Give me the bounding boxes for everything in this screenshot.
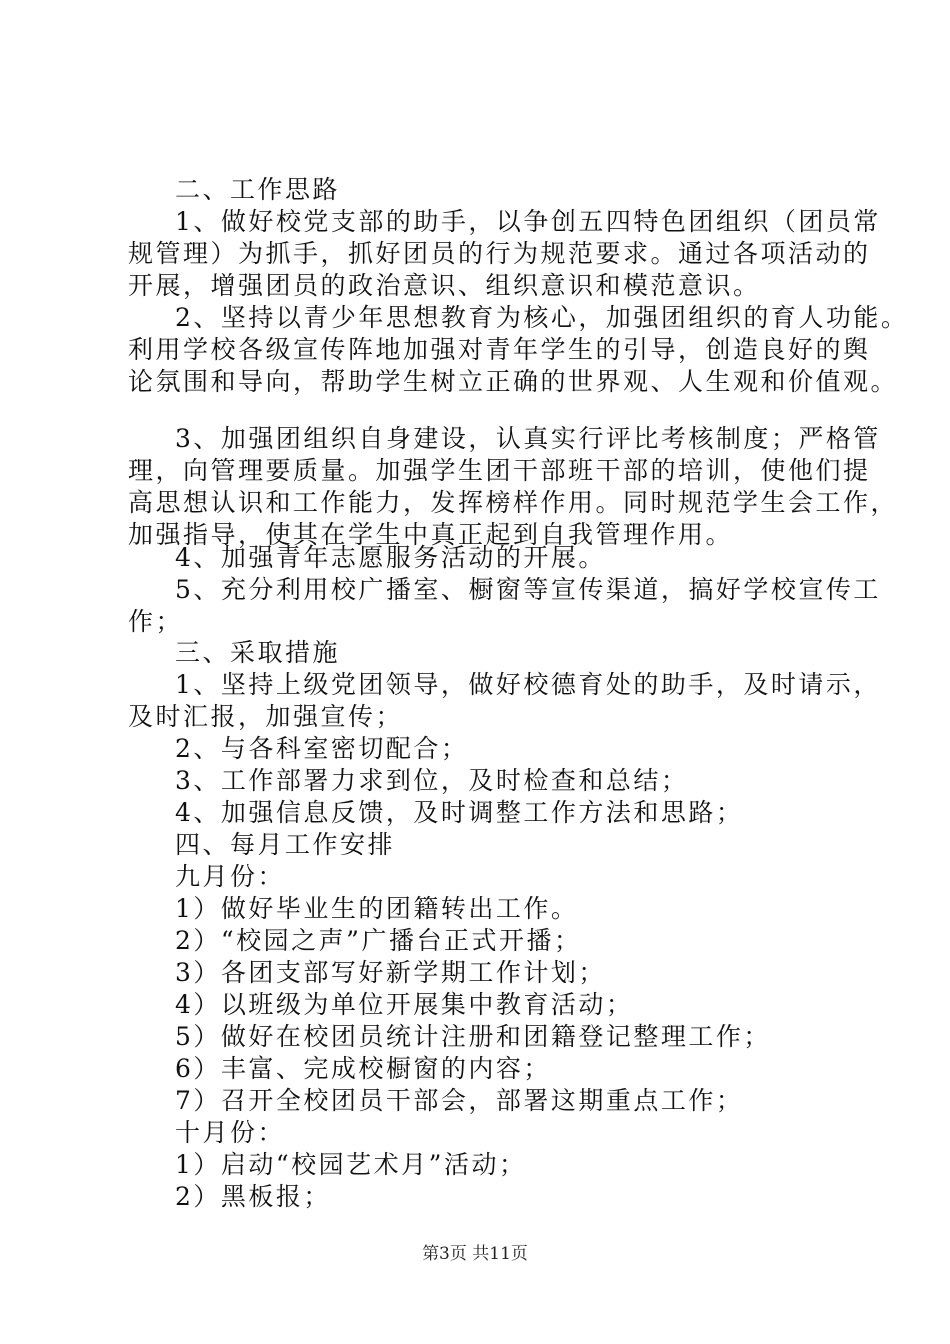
paragraph-line: 1、做好校党支部的助手，以争创五四特色团组织（团员常	[175, 207, 881, 236]
list-item: 2）“校园之声”广播台正式开播；	[175, 926, 582, 955]
list-item: 3、工作部署力求到位，及时检查和总结；	[175, 766, 689, 795]
list-item: 4、加强信息反馈，及时调整工作方法和思路；	[175, 798, 744, 827]
section-heading-measures: 三、采取措施	[175, 638, 341, 667]
section-heading-monthly-plan: 四、每月工作安排	[175, 830, 396, 859]
list-item: 2、与各科室密切配合；	[175, 734, 469, 763]
list-item: 1）启动“校园艺术月”活动；	[175, 1150, 527, 1179]
list-item: 3）各团支部写好新学期工作计划；	[175, 958, 606, 987]
list-item: 6）丰富、完成校橱窗的内容；	[175, 1054, 551, 1083]
paragraph-line: 规管理）为抓手，抓好团员的行为规范要求。通过各项活动的	[128, 239, 871, 268]
paragraph-line: 论氛围和导向，帮助学生树立正确的世界观、人生观和价值观。	[128, 367, 899, 396]
list-item: 1）做好毕业生的团籍转出工作。	[175, 894, 579, 923]
list-item: 1、坚持上级党团领导，做好校德育处的助手，及时请示，	[175, 670, 881, 699]
paragraph-line: 开展，增强团员的政治意识、组织意识和模范意识。	[128, 271, 761, 300]
month-label-september: 九月份：	[175, 862, 286, 891]
paragraph-line: 高思想认识和工作能力，发挥榜样作用。同时规范学生会工作，	[128, 488, 899, 517]
list-item: 4）以班级为单位开展集中教育活动；	[175, 990, 634, 1019]
paragraph-line: 5、充分利用校广播室、橱窗等宣传渠道，搞好学校宣传工	[175, 575, 881, 604]
paragraph-line: 4、加强青年志愿服务活动的开展。	[175, 543, 606, 572]
list-item: 2）黑板报；	[175, 1182, 331, 1211]
paragraph-line: 理，向管理要质量。加强学生团干部班干部的培训，使他们提	[128, 456, 871, 485]
paragraph-line: 利用学校各级宣传阵地加强对青年学生的引导，创造良好的舆	[128, 335, 871, 364]
list-item: 7）召开全校团员干部会，部署这期重点工作；	[175, 1086, 744, 1115]
paragraph-line: 加强指导，使其在学生中真正起到自我管理作用。	[128, 520, 734, 549]
paragraph-line: 2、坚持以青少年思想教育为核心，加强团组织的育人功能。	[175, 303, 909, 332]
list-item: 5）做好在校团员统计注册和团籍登记整理工作；	[175, 1022, 771, 1051]
section-heading-work-ideas: 二、工作思路	[175, 175, 341, 204]
paragraph-line: 3、加强团组织自身建设，认真实行评比考核制度；严格管	[175, 424, 881, 453]
paragraph-line: 作；	[128, 607, 184, 636]
month-label-october: 十月份：	[175, 1118, 286, 1147]
list-item-continuation: 及时汇报，加强宣传；	[128, 702, 404, 731]
page-footer: 第3页 共11页	[422, 1244, 528, 1264]
